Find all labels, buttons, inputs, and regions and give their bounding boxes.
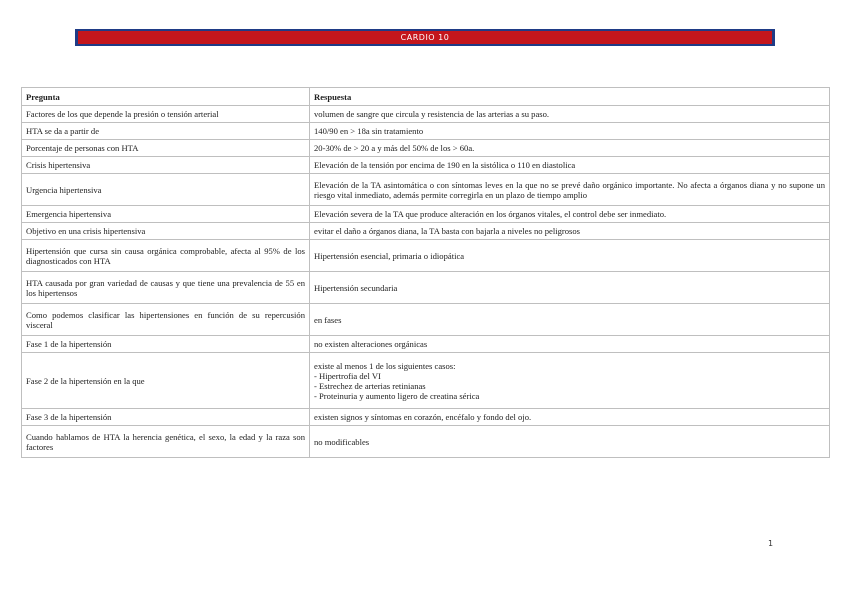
table-row <box>22 106 830 123</box>
answer-cell: Hipertensión esencial, primaria o idiopática <box>310 240 830 272</box>
question-cell: Objetivo en una crisis hipertensiva <box>22 223 310 240</box>
table-row <box>22 206 830 223</box>
header-respuesta: Respuesta <box>310 88 830 106</box>
table-row <box>22 336 830 353</box>
table-row <box>22 140 830 157</box>
qa-table <box>21 87 830 458</box>
question-cell: Fase 2 de la hipertensión en la que <box>22 353 310 409</box>
table-row <box>22 223 830 240</box>
answer-cell: en fases <box>310 304 830 336</box>
answer-line: existe al menos 1 de los siguientes casos: <box>314 360 456 371</box>
answer-cell: Elevación severa de la TA que produce alteración en los órganos vitales, el control debe ser inmediato. <box>310 206 830 223</box>
question-cell: Hipertensión que cursa sin causa orgánica comprobable, afecta al 95% de los diagnosticados con HTA <box>22 240 310 272</box>
question-cell: Crisis hipertensiva <box>22 157 310 174</box>
question-cell: Emergencia hipertensiva <box>22 206 310 223</box>
answer-line: - Hipertrofia del VI <box>314 370 381 381</box>
answer-line: - Estrechez de arterias retinianas <box>314 380 426 391</box>
page-number: 1 <box>768 539 774 548</box>
header-pregunta: Pregunta <box>22 88 310 106</box>
table-row <box>22 409 830 426</box>
table-row <box>22 304 830 336</box>
answer-cell: 20-30% de > 20 a y más del 50% de los > 60a. <box>310 140 830 157</box>
table-header-row <box>22 88 830 106</box>
question-cell: Como podemos clasificar las hipertensiones en función de su repercusión visceral <box>22 304 310 336</box>
question-cell: Factores de los que depende la presión o tensión arterial <box>22 106 310 123</box>
question-cell: Porcentaje de personas con HTA <box>22 140 310 157</box>
answer-cell: Hipertensión secundaria <box>310 272 830 304</box>
table-row <box>22 240 830 272</box>
title-banner <box>75 29 775 46</box>
answer-line: - Proteinuria y aumento ligero de creatina sérica <box>314 390 480 401</box>
question-cell: Urgencia hipertensiva <box>22 174 310 206</box>
question-cell: Cuando hablamos de HTA la herencia genética, el sexo, la edad y la raza son factores <box>22 426 310 458</box>
table-row <box>22 426 830 458</box>
answer-cell: volumen de sangre que circula y resistencia de las arterias a su paso. <box>310 106 830 123</box>
question-cell: Fase 3 de la hipertensión <box>22 409 310 426</box>
table-row <box>22 174 830 206</box>
question-cell: Fase 1 de la hipertensión <box>22 336 310 353</box>
answer-cell: evitar el daño a órganos diana, la TA basta con bajarla a niveles no peligrosos <box>310 223 830 240</box>
table-row <box>22 272 830 304</box>
question-cell: HTA causada por gran variedad de causas y que tiene una prevalencia de 55 en los hipertensos <box>22 272 310 304</box>
answer-cell: Elevación de la tensión por encima de 190 en la sistólica o 110 en diastolica <box>310 157 830 174</box>
answer-cell: existen signos y síntomas en corazón, encéfalo y fondo del ojo. <box>310 409 830 426</box>
answer-cell <box>310 353 830 409</box>
answer-cell: no existen alteraciones orgánicas <box>310 336 830 353</box>
question-cell: HTA se da a partir de <box>22 123 310 140</box>
table-row <box>22 157 830 174</box>
answer-cell: Elevación de la TA asintomática o con síntomas leves en la que no se prevé daño orgánico importante. No afecta a órganos diana y no supone un riesgo vital inmediato, además permite corregirla en un plazo de tiempo amplio <box>310 174 830 206</box>
answer-cell: 140/90 en > 18a sin tratamiento <box>310 123 830 140</box>
table-row <box>22 353 830 409</box>
answer-cell: no modificables <box>310 426 830 458</box>
banner-title: CARDIO 10 <box>78 31 772 44</box>
table-row <box>22 123 830 140</box>
